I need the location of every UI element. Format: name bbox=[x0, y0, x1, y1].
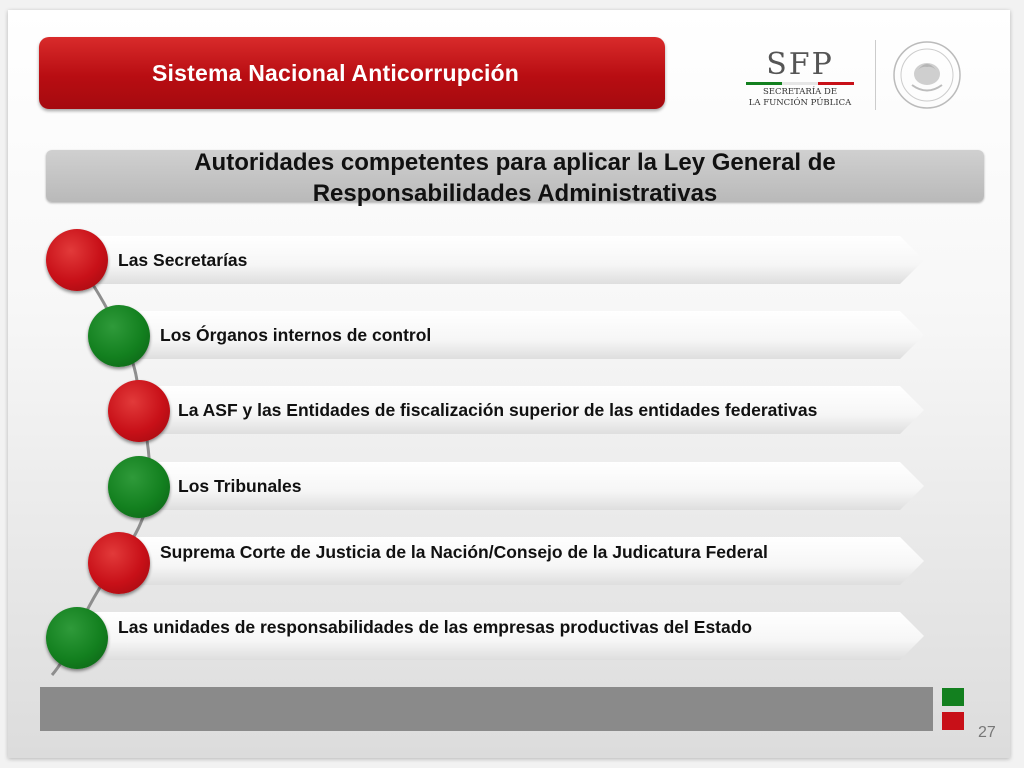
green-bullet-icon bbox=[108, 456, 170, 518]
list-item bbox=[78, 236, 924, 284]
footer-green-square bbox=[942, 688, 964, 706]
list-item-label: Las unidades de responsabilidades de las empresas productivas del Estado bbox=[118, 617, 753, 637]
list-item-label: Suprema Corte de Justicia de la Nación/Consejo de la Judicatura Federal bbox=[160, 542, 768, 562]
subtitle-line2: Responsabilidades Administrativas bbox=[312, 180, 718, 207]
logo-line1: SECRETARÍA DE bbox=[762, 87, 838, 97]
subtitle-line1: Autoridades competentes para aplicar la Ley General de bbox=[194, 149, 836, 176]
page-number: 27 bbox=[978, 724, 996, 741]
list-item bbox=[120, 311, 924, 359]
red-bullet-icon bbox=[46, 229, 108, 291]
list-item-label: Las Secretarías bbox=[118, 250, 248, 270]
slide-title: Sistema Nacional Anticorrupción bbox=[152, 60, 520, 86]
list-item-label: Los Tribunales bbox=[178, 476, 302, 496]
list-item-label: La ASF y las Entidades de fiscalización superior de las entidades federativas bbox=[178, 400, 818, 420]
list-item bbox=[120, 537, 924, 585]
list-item-label: Los Órganos internos de control bbox=[160, 325, 432, 345]
list-item bbox=[78, 612, 924, 660]
footer-red-square bbox=[942, 712, 964, 730]
green-bullet-icon bbox=[46, 607, 108, 669]
list-item bbox=[140, 386, 924, 434]
red-bullet-icon bbox=[108, 380, 170, 442]
green-bullet-icon bbox=[88, 305, 150, 367]
footer-bar bbox=[40, 687, 933, 731]
red-bullet-icon bbox=[88, 532, 150, 594]
list-item bbox=[140, 462, 924, 510]
logo-line2: LA FUNCIÓN PÚBLICA bbox=[748, 98, 852, 108]
logo-acronym: SFP bbox=[766, 47, 834, 82]
